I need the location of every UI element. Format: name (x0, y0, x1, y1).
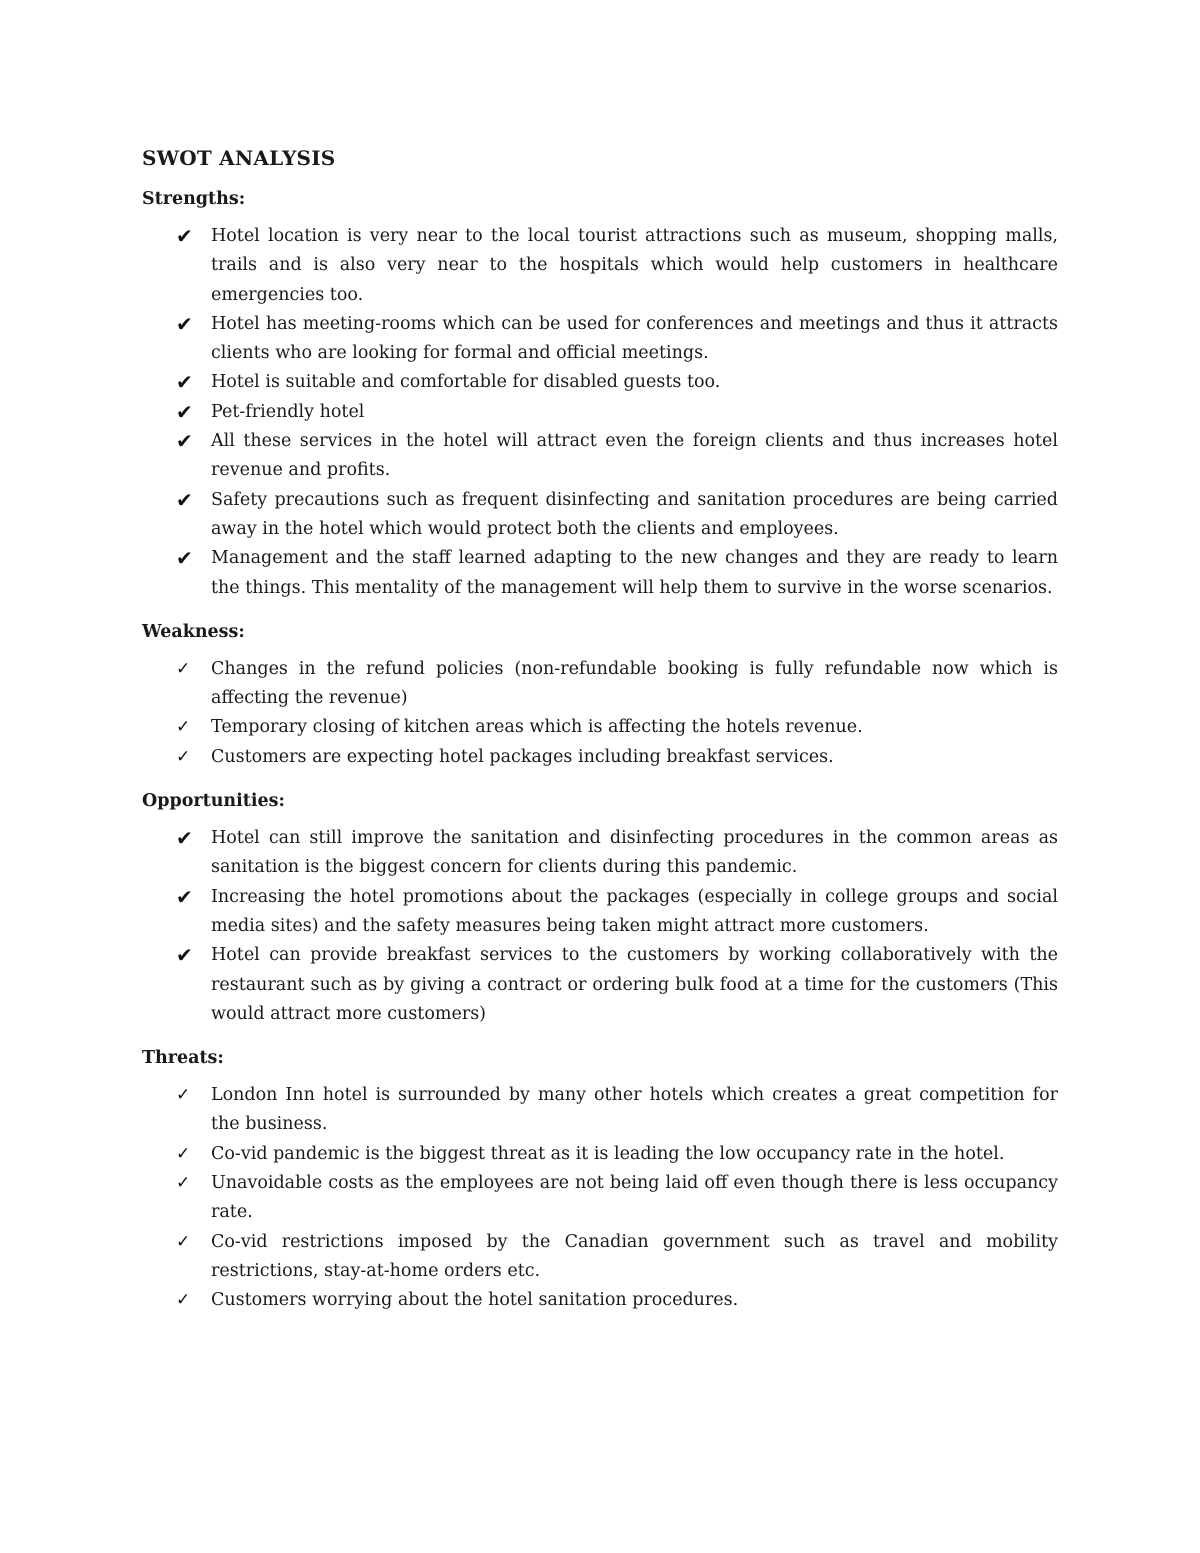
check-mark-heavy-icon: ✔ (176, 943, 193, 968)
section-threats (142, 1043, 1058, 1315)
list-item-text: Hotel can still improve the sanitation and disinfecting procedures in the common areas as sanitation is the biggest concern for clients during this pandemic. (211, 828, 1058, 878)
list-item (142, 1081, 1058, 1140)
list-item-text: Increasing the hotel promotions about the packages (especially in college groups and social media sites) and the safety measures being taken might attract more customers. (211, 886, 1058, 936)
list-item (142, 222, 1058, 310)
list-item (142, 941, 1058, 1029)
bullet-list-strengths (142, 222, 1058, 603)
check-mark-icon: ✓ (176, 1173, 191, 1194)
list-item (142, 655, 1058, 714)
section-heading-strengths: Strengths: (142, 189, 246, 209)
list-item-text: Co-vid restrictions imposed by the Canadian government such as travel and mobility restrictions, stay-at-home orders etc. (211, 1231, 1058, 1281)
list-item (142, 486, 1058, 545)
list-item-text: Temporary closing of kitchen areas which is affecting the hotels revenue. (211, 717, 863, 738)
list-item-text: Hotel is suitable and comfortable for disabled guests too. (211, 372, 721, 393)
list-item (142, 883, 1058, 942)
section-opportunities (142, 786, 1058, 1029)
document-title: SWOT ANALYSIS (142, 146, 336, 170)
section-heading-weakness: Weakness: (142, 621, 245, 642)
check-mark-icon: ✓ (176, 658, 191, 679)
list-item-text: Hotel has meeting-rooms which can be used for conferences and meetings and thus it attracts clients who are looking for formal and official meetings. (211, 313, 1058, 364)
section-heading-opportunities: Opportunities: (142, 791, 285, 812)
bullet-list-threats (142, 1081, 1058, 1315)
check-mark-heavy-icon: ✔ (176, 884, 193, 909)
list-item (142, 1228, 1058, 1287)
list-item-text: Hotel location is very near to the local tourist attractions such as museum, shopping malls, trails and is also very near to the hospitals which would help customers in healthcare emergencies too. (211, 226, 1058, 305)
list-item (142, 398, 1058, 427)
bullet-list-weakness (142, 655, 1058, 772)
section-heading-threats: Threats: (142, 1048, 224, 1069)
list-item (142, 1169, 1058, 1228)
list-item (142, 1140, 1058, 1169)
section-strengths (142, 184, 1058, 603)
check-mark-heavy-icon: ✔ (176, 826, 193, 851)
check-mark-icon: ✓ (176, 717, 191, 738)
bullet-list-opportunities (142, 824, 1058, 1029)
check-mark-heavy-icon: ✔ (176, 429, 193, 454)
list-item (142, 743, 1058, 772)
list-item (142, 713, 1058, 742)
check-mark-icon: ✓ (176, 1143, 191, 1164)
check-mark-heavy-icon: ✔ (176, 224, 193, 248)
list-item-text: London Inn hotel is surrounded by many other hotels which creates a great competition for the business. (211, 1085, 1058, 1135)
list-item-text: Safety precautions such as frequent disinfecting and sanitation procedures are being carried away in the hotel which would protect both the clients and employees. (211, 489, 1058, 539)
list-item (142, 368, 1058, 397)
list-item-text: Customers worrying about the hotel sanitation procedures. (211, 1290, 739, 1311)
list-item (142, 427, 1058, 486)
list-item-text: Hotel can provide breakfast services to the customers by working collaboratively with the restaurant such as by giving a contract or ordering bulk food at a time for the customers (This would attract more customers) (211, 945, 1058, 1024)
check-mark-icon: ✓ (176, 1290, 191, 1311)
list-item (142, 824, 1058, 883)
list-item-text: All these services in the hotel will attract even the foreign clients and thus increases hotel revenue and profits. (211, 431, 1058, 481)
list-item-text: Customers are expecting hotel packages including breakfast services. (211, 746, 834, 767)
check-mark-heavy-icon: ✔ (176, 370, 193, 395)
check-mark-icon: ✓ (176, 1231, 191, 1252)
list-item-text: Unavoidable costs as the employees are not being laid off even though there is less occupancy rate. (211, 1173, 1058, 1223)
check-mark-icon: ✓ (176, 746, 191, 767)
list-item (142, 310, 1058, 369)
list-item (142, 1286, 1058, 1315)
list-item-text: Co-vid pandemic is the biggest threat as it is leading the low occupancy rate in the hotel. (211, 1143, 1005, 1164)
section-weakness (142, 617, 1058, 772)
list-item-text: Management and the staff learned adapting to the new changes and they are ready to learn the things. This mentality of the management will help them to survive in the worse scenarios. (211, 548, 1058, 598)
check-mark-icon: ✓ (176, 1085, 191, 1106)
check-mark-heavy-icon: ✔ (176, 546, 193, 571)
list-item-text: Changes in the refund policies (non-refundable booking is fully refundable now which is affecting the revenue) (211, 658, 1058, 709)
list-item (142, 544, 1058, 603)
check-mark-heavy-icon: ✔ (176, 399, 193, 424)
swot-sections (142, 184, 1058, 1316)
list-item-text: Pet-friendly hotel (211, 401, 365, 422)
check-mark-heavy-icon: ✔ (176, 311, 193, 336)
check-mark-heavy-icon: ✔ (176, 487, 193, 512)
document-page (142, 140, 1058, 1330)
